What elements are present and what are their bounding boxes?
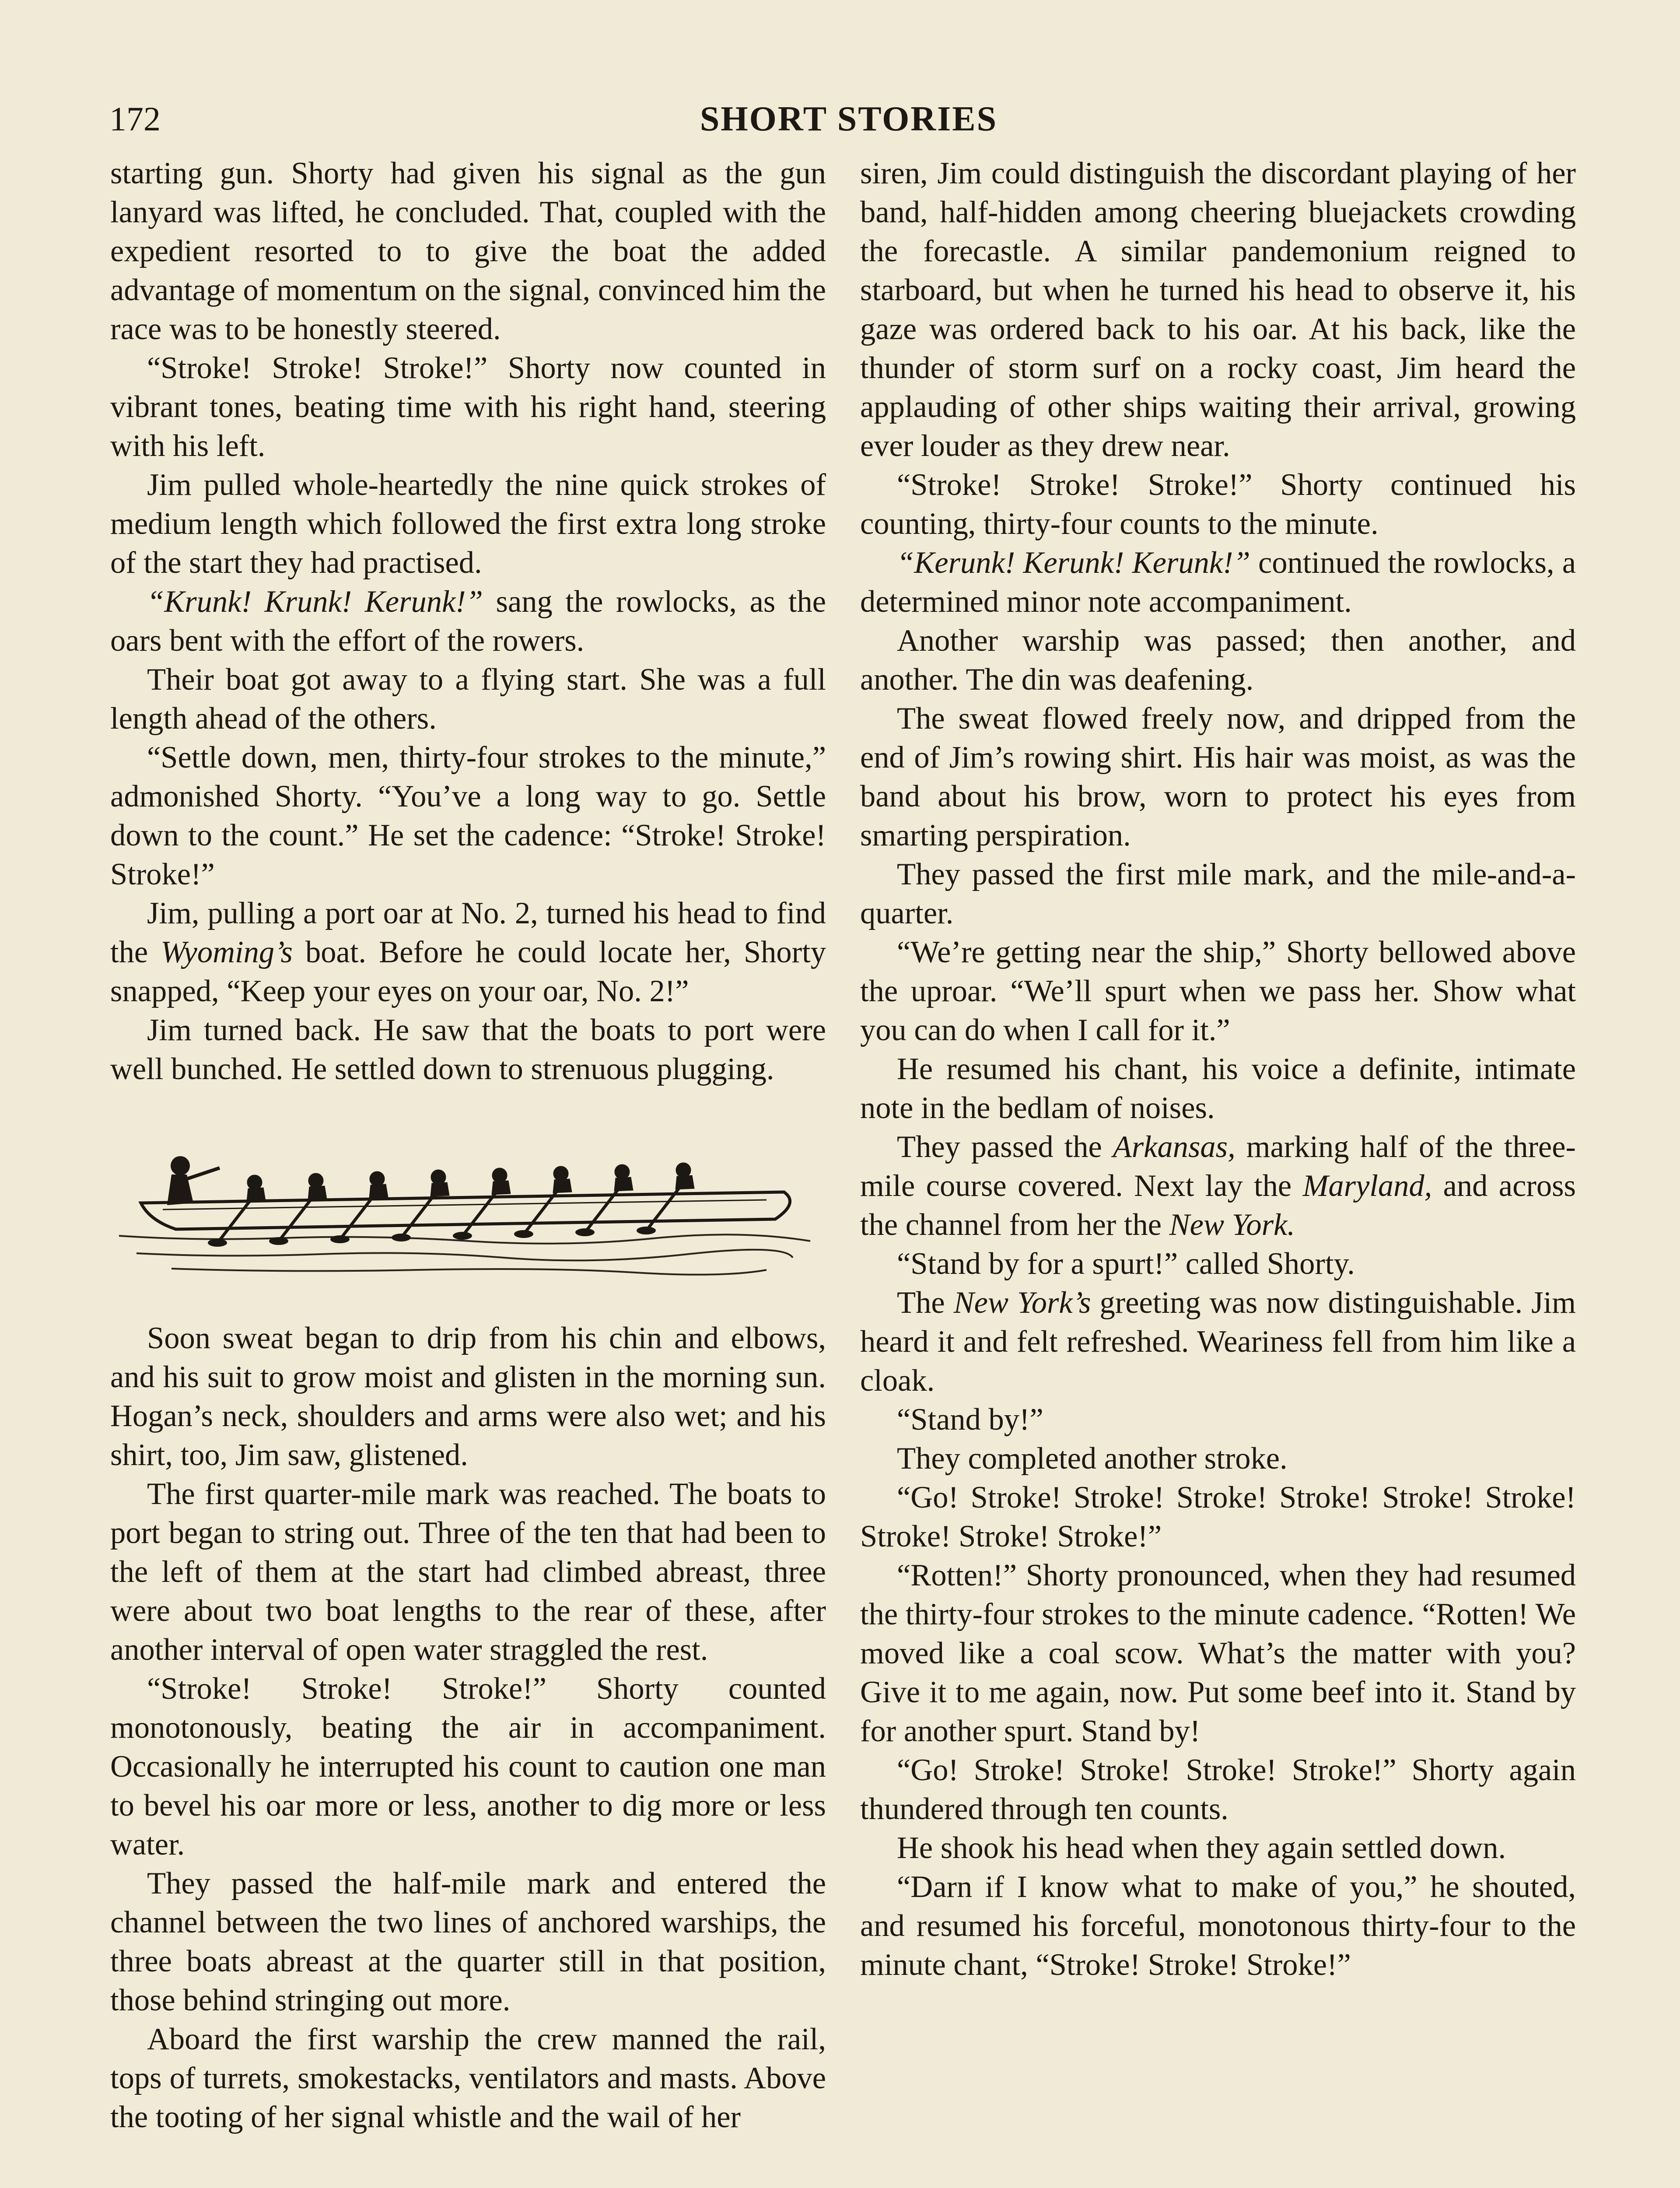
paragraph: They passed the first mile mark, and the mile-and-a-quarter.: [860, 857, 1576, 930]
running-head: SHORT STORIES: [700, 100, 998, 138]
paragraph: Jim pulled whole-heartedly the nine quick strokes of medium length which followed the first extra long stroke of the start they had practised.: [110, 468, 826, 580]
paragraph: They completed another stroke.: [897, 1441, 1288, 1476]
right-column: [860, 154, 1576, 1985]
paragraph: “We’re getting near the ship,” Shorty bellowed above the uproar. “We’ll spurt when we pass her. Show what you can do when I call for it.”: [860, 935, 1576, 1047]
paragraph: “Settle down, men, thirty-four strokes to the minute,” admonished Shorty. “You’ve a long way to go. Settle down to the count.” He set the cadence: “Stroke! Stroke! Stroke!”: [110, 740, 826, 891]
paragraph: They passed the half-mile mark and entered the channel between the two lines of anchored warships, the three boats abreast at the quarter still in that position, those behind stringing out more.: [110, 1866, 826, 2017]
paragraph: Their boat got away to a flying start. She was a full length ahead of the others.: [110, 663, 826, 736]
paragraph: “Stroke! Stroke! Stroke!” Shorty continued his counting, thirty-four counts to the minute.: [860, 468, 1576, 541]
rowlock-sound: “Krunk! Krunk! Kerunk!”: [147, 585, 483, 619]
paragraph: starting gun. Shorty had given his signal as the gun lanyard was lifted, he concluded. That, coupled with the expedient resorted to to give the boat the added advantage of momentum on the signal, convinced him the race was to be honestly steered.: [110, 156, 826, 346]
paragraph: “Stroke! Stroke! Stroke!” Shorty now counted in vibrant tones, beating time with his right hand, steering with his left.: [110, 351, 826, 463]
paragraph: The first quarter-mile mark was reached. The boats to port began to string out. Three of the ten that had been to the left of them at the start had climbed abreast, three were about two boat lengths to the rear of these, after another interval of open water straggled the rest.: [110, 1477, 826, 1667]
paragraph: He shook his head when they again settled down.: [897, 1831, 1506, 1865]
rowlock-sound: “Kerunk! Kerunk! Kerunk!”: [897, 546, 1250, 580]
paragraph: “Kerunk! Kerunk! Kerunk!” continued the rowlocks, a determined minor note accompaniment.: [860, 546, 1576, 619]
ship-name: Maryland,: [1302, 1169, 1432, 1203]
paragraph: Jim turned back. He saw that the boats to port were well bunched. He settled down to strenuous plugging.: [110, 1013, 826, 1086]
paragraph: They passed the Arkansas, marking half of the three-mile course covered. Next lay the Maryland, and across the channel from her the New York.: [860, 1130, 1576, 1242]
paragraph: “Darn if I know what to make of you,” he shouted, and resumed his forceful, monotonous thirty-four to the minute chant, “Stroke! Stroke! Stroke!”: [860, 1870, 1576, 1982]
paragraph: The sweat flowed freely now, and dripped from the end of Jim’s rowing shirt. His hair was moist, as was the band about his brow, worn to protect his eyes from smarting perspiration.: [860, 701, 1576, 852]
paragraph: siren, Jim could distinguish the discordant playing of her band, half-hidden among cheering bluejackets crowding the forecastle. A similar pandemonium reigned to starboard, but when he turned his head to observe it, his gaze was ordered back to his oar. At his back, like the thunder of storm surf on a rocky coast, Jim heard the applauding of other ships waiting their arrival, growing ever louder as they drew near.: [860, 156, 1576, 463]
paragraph: “Krunk! Krunk! Kerunk!” sang the rowlocks, as the oars bent with the effort of the rowers.: [110, 585, 826, 658]
paragraph: “Stand by!”: [897, 1403, 1043, 1437]
page-number: 172: [109, 100, 161, 138]
paragraph: The New York’s greeting was now distinguishable. Jim heard it and felt refreshed. Weariness fell from him like a cloak.: [860, 1286, 1576, 1398]
ship-name: Wyoming’s: [161, 935, 293, 969]
paragraph: He resumed his chant, his voice a definite, intimate note in the bedlam of noises.: [860, 1052, 1576, 1125]
rowing-boat-illustration: [110, 1126, 819, 1280]
left-column: [110, 154, 826, 2137]
paragraph: Jim, pulling a port oar at No. 2, turned his head to find the Wyoming’s boat. Before he could locate her, Shorty snapped, “Keep your eyes on your oar, No. 2!”: [110, 896, 826, 1008]
paragraph: Another warship was passed; then another, and another. The din was deafening.: [860, 624, 1576, 697]
paragraph: “Stand by for a spurt!” called Shorty.: [897, 1247, 1355, 1281]
paragraph: Aboard the first warship the crew manned the rail, tops of turrets, smokestacks, ventilators and masts. Above the tooting of her signal whistle and the wail of her: [110, 2022, 826, 2134]
ship-name: New York.: [1169, 1208, 1295, 1242]
paragraph: “Rotten!” Shorty pronounced, when they had resumed the thirty-four strokes to the minute cadence. “Rotten! We moved like a coal scow. What’s the matter with you? Give it to me again, now. Put some beef into it. Stand by for another spurt. Stand by!: [860, 1558, 1576, 1748]
paragraph: Soon sweat began to drip from his chin and elbows, and his suit to grow moist and glisten in the morning sun. Hogan’s neck, shoulders and arms were also wet; and his shirt, too, Jim saw, glistened.: [110, 1321, 826, 1472]
ship-name: Arkansas,: [1113, 1130, 1236, 1164]
paragraph: “Go! Stroke! Stroke! Stroke! Stroke!” Shorty again thundered through ten counts.: [860, 1753, 1576, 1826]
page-header: [109, 97, 1588, 150]
paragraph: “Stroke! Stroke! Stroke!” Shorty counted monotonously, beating the air in accompaniment. Occasionally he interrupted his count to caution one man to bevel his oar more or less, another to dig more or less water.: [110, 1672, 826, 1862]
ship-name: New York’s: [953, 1286, 1091, 1320]
paragraph: “Go! Stroke! Stroke! Stroke! Stroke! Stroke! Stroke! Stroke! Stroke! Stroke!”: [860, 1480, 1576, 1553]
